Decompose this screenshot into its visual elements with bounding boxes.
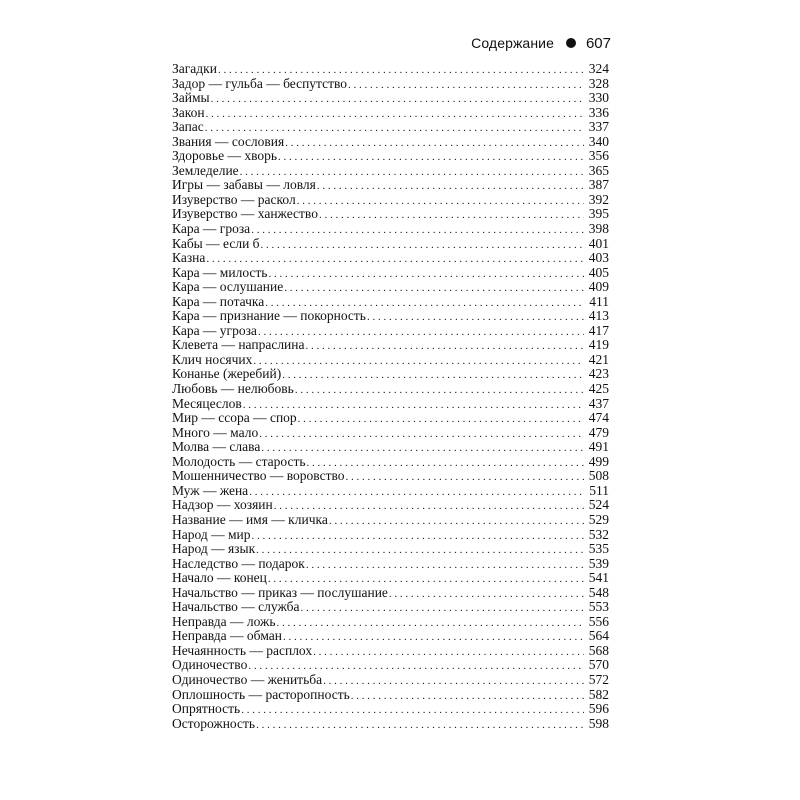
dot-leader — [277, 616, 585, 631]
toc-entry-title: Игры — забавы — ловля — [172, 177, 316, 193]
toc-entry-page: 568 — [588, 642, 609, 658]
toc-entry — [172, 266, 609, 281]
section-title: Содержание — [471, 35, 554, 51]
toc-entry-title: Займы — [172, 90, 210, 106]
dot-leader — [256, 718, 584, 733]
toc-entry-title: Народ — мир — [172, 526, 251, 542]
toc-entry-title: Надзор — хозяин — [172, 497, 273, 513]
toc-entry — [172, 557, 609, 572]
toc-entry-page: 539 — [588, 555, 609, 571]
toc-entry-page: 511 — [589, 482, 609, 498]
dot-leader — [313, 645, 584, 660]
dot-leader — [298, 412, 584, 427]
toc-entry-title: Опрятность — [172, 701, 241, 717]
dot-leader — [282, 368, 584, 383]
dot-leader — [317, 179, 584, 194]
table-of-contents — [172, 62, 609, 731]
toc-entry — [172, 251, 609, 266]
toc-entry — [172, 600, 609, 615]
dot-leader — [261, 441, 584, 456]
toc-entry-title: Клевета — напраслина — [172, 337, 305, 353]
toc-entry — [172, 484, 609, 499]
toc-entry-title: Кара — гроза — [172, 221, 251, 237]
toc-entry-title: Звания — сословия — [172, 133, 285, 149]
toc-entry-page: 409 — [588, 279, 609, 295]
toc-entry-title: Мир — ссора — спор — [172, 410, 297, 426]
toc-entry-title: Задор — гульба — беспутство — [172, 75, 348, 91]
toc-entry — [172, 280, 609, 295]
toc-entry — [172, 469, 609, 484]
toc-entry-page: 395 — [588, 206, 609, 222]
toc-entry-page: 330 — [588, 90, 609, 106]
running-head — [471, 32, 611, 54]
toc-entry-title: Земледелие — [172, 162, 239, 178]
toc-entry-title: Казна — [172, 250, 206, 266]
dot-leader — [351, 689, 584, 704]
dot-leader — [256, 543, 584, 558]
toc-entry-title: Клич носячих — [172, 351, 253, 367]
toc-entry — [172, 498, 609, 513]
toc-entry-title: Изуверство — ханжество — [172, 206, 318, 222]
toc-entry-page: 356 — [588, 148, 609, 164]
toc-entry — [172, 367, 609, 382]
toc-entry-page: 328 — [588, 75, 609, 91]
toc-entry-page: 508 — [588, 468, 609, 484]
dot-leader — [251, 223, 584, 238]
toc-entry-page: 403 — [588, 250, 609, 266]
toc-entry-page: 336 — [588, 104, 609, 120]
toc-entry — [172, 353, 609, 368]
toc-entry — [172, 237, 609, 252]
toc-entry-title: Много — мало — [172, 424, 259, 440]
dot-leader — [346, 470, 584, 485]
toc-entry — [172, 411, 609, 426]
dot-leader — [329, 514, 584, 529]
dot-leader — [206, 107, 584, 122]
toc-entry-page: 421 — [588, 351, 609, 367]
toc-entry — [172, 338, 609, 353]
dot-leader — [258, 325, 584, 340]
dot-leader — [306, 558, 584, 573]
toc-entry — [172, 91, 609, 106]
toc-entry-page: 479 — [588, 424, 609, 440]
toc-entry-page: 392 — [588, 191, 609, 207]
toc-entry — [172, 717, 609, 732]
toc-entry-title: Конанье (жеребий) — [172, 366, 282, 382]
toc-entry-title: Мошенничество — воровство — [172, 468, 345, 484]
dot-leader — [297, 194, 584, 209]
dot-leader — [259, 427, 584, 442]
dot-leader — [285, 136, 584, 151]
toc-entry-page: 411 — [589, 293, 609, 309]
page-number: 607 — [585, 34, 611, 52]
toc-entry-title: Начало — конец — [172, 570, 267, 586]
dot-leader — [306, 339, 584, 354]
toc-entry — [172, 586, 609, 601]
toc-entry-title: Одиночество — [172, 657, 248, 673]
toc-entry — [172, 178, 609, 193]
dot-leader — [268, 267, 584, 282]
toc-entry-page: 474 — [588, 410, 609, 426]
bullet-icon — [566, 38, 576, 48]
toc-entry-page: 491 — [588, 439, 609, 455]
toc-entry — [172, 397, 609, 412]
toc-entry-title: Изуверство — раскол — [172, 191, 296, 207]
toc-entry — [172, 542, 609, 557]
toc-entry — [172, 688, 609, 703]
dot-leader — [319, 208, 584, 223]
toc-entry-title: Молва — слава — [172, 439, 261, 455]
toc-entry-title: Оплошность — расторопность — [172, 686, 350, 702]
dot-leader — [367, 310, 584, 325]
toc-entry-page: 529 — [588, 511, 609, 527]
toc-entry-page: 417 — [588, 322, 609, 338]
toc-entry — [172, 164, 609, 179]
toc-entry — [172, 426, 609, 441]
toc-entry-title: Кара — потачка — [172, 293, 265, 309]
toc-entry — [172, 106, 609, 121]
toc-entry-page: 524 — [588, 497, 609, 513]
toc-entry-page: 423 — [588, 366, 609, 382]
toc-entry — [172, 629, 609, 644]
toc-entry-title: Молодость — старость — [172, 453, 306, 469]
toc-entry-title: Загадки — [172, 61, 217, 76]
toc-entry-title: Осторожность — [172, 715, 256, 731]
toc-entry-title: Начальство — служба — [172, 599, 300, 615]
dot-leader — [252, 529, 585, 544]
toc-entry-page: 387 — [588, 177, 609, 193]
toc-entry — [172, 382, 609, 397]
toc-entry — [172, 615, 609, 630]
toc-entry — [172, 309, 609, 324]
toc-entry-page: 365 — [588, 162, 609, 178]
toc-entry-page: 582 — [588, 686, 609, 702]
toc-entry-title: Закон — [172, 104, 205, 120]
dot-leader — [283, 630, 584, 645]
toc-entry-title: Наследство — подарок — [172, 555, 305, 571]
toc-entry — [172, 324, 609, 339]
toc-entry-page: 340 — [588, 133, 609, 149]
toc-entry — [172, 295, 609, 310]
toc-entry-page: 398 — [588, 221, 609, 237]
toc-entry-page: 324 — [588, 61, 609, 76]
toc-entry-page: 413 — [588, 308, 609, 324]
toc-entry-page: 553 — [588, 599, 609, 615]
toc-entry-page: 535 — [588, 541, 609, 557]
toc-entry-title: Нечаянность — расплох — [172, 642, 313, 658]
toc-entry-title: Начальство — приказ — послушание — [172, 584, 388, 600]
toc-entry-page: 596 — [588, 701, 609, 717]
dot-leader — [348, 78, 584, 93]
toc-entry — [172, 193, 609, 208]
toc-entry-title: Любовь — нелюбовь — [172, 381, 294, 397]
toc-entry — [172, 222, 609, 237]
toc-entry-title: Месяцеслов — [172, 395, 242, 411]
toc-entry — [172, 702, 609, 717]
dot-leader — [295, 383, 584, 398]
toc-entry — [172, 440, 609, 455]
toc-entry — [172, 135, 609, 150]
toc-entry — [172, 62, 609, 77]
toc-entry-page: 556 — [588, 613, 609, 629]
toc-entry — [172, 673, 609, 688]
toc-entry-title: Одиночество — женитьба — [172, 671, 323, 687]
toc-entry-page: 419 — [588, 337, 609, 353]
toc-entry-page: 570 — [588, 657, 609, 673]
toc-entry — [172, 120, 609, 135]
toc-entry-title: Название — имя — кличка — [172, 511, 328, 527]
toc-entry — [172, 207, 609, 222]
dot-leader — [241, 703, 584, 718]
toc-entry-page: 541 — [588, 570, 609, 586]
dot-leader — [211, 92, 584, 107]
toc-entry-title: Народ — язык — [172, 541, 256, 557]
dot-leader — [249, 485, 584, 500]
toc-entry — [172, 571, 609, 586]
toc-entry-title: Здоровье — хворь — [172, 148, 278, 164]
toc-entry-page: 548 — [588, 584, 609, 600]
toc-entry — [172, 149, 609, 164]
toc-entry-title: Кара — милость — [172, 264, 268, 280]
dot-leader — [261, 238, 584, 253]
toc-entry-page: 425 — [588, 381, 609, 397]
toc-entry-title: Запас — [172, 119, 204, 135]
toc-entry-page: 532 — [588, 526, 609, 542]
toc-entry-page: 572 — [588, 671, 609, 687]
toc-entry-title: Кара — ослушание — [172, 279, 284, 295]
dot-leader — [300, 601, 584, 616]
toc-entry-page: 437 — [588, 395, 609, 411]
toc-entry-title: Кара — признание — покорность — [172, 308, 366, 324]
toc-entry — [172, 658, 609, 673]
toc-entry-page: 337 — [588, 119, 609, 135]
toc-entry — [172, 528, 609, 543]
toc-entry-title: Муж — жена — [172, 482, 249, 498]
dot-leader — [389, 587, 584, 602]
toc-entry-page: 405 — [588, 264, 609, 280]
toc-entry — [172, 455, 609, 470]
toc-entry — [172, 644, 609, 659]
toc-entry — [172, 513, 609, 528]
toc-entry-title: Неправда — обман — [172, 628, 283, 644]
toc-entry-page: 564 — [588, 628, 609, 644]
dot-leader — [323, 674, 584, 689]
dot-leader — [278, 150, 584, 165]
toc-entry-page: 499 — [588, 453, 609, 469]
toc-entry-title: Неправда — ложь — [172, 613, 276, 629]
dot-leader — [253, 354, 584, 369]
dot-leader — [284, 281, 584, 296]
toc-entry-page: 401 — [588, 235, 609, 251]
toc-entry — [172, 77, 609, 92]
toc-entry-title: Кабы — если б — [172, 235, 260, 251]
toc-entry-page: 598 — [588, 715, 609, 731]
dot-leader — [307, 456, 584, 471]
toc-entry-title: Кара — угроза — [172, 322, 257, 338]
